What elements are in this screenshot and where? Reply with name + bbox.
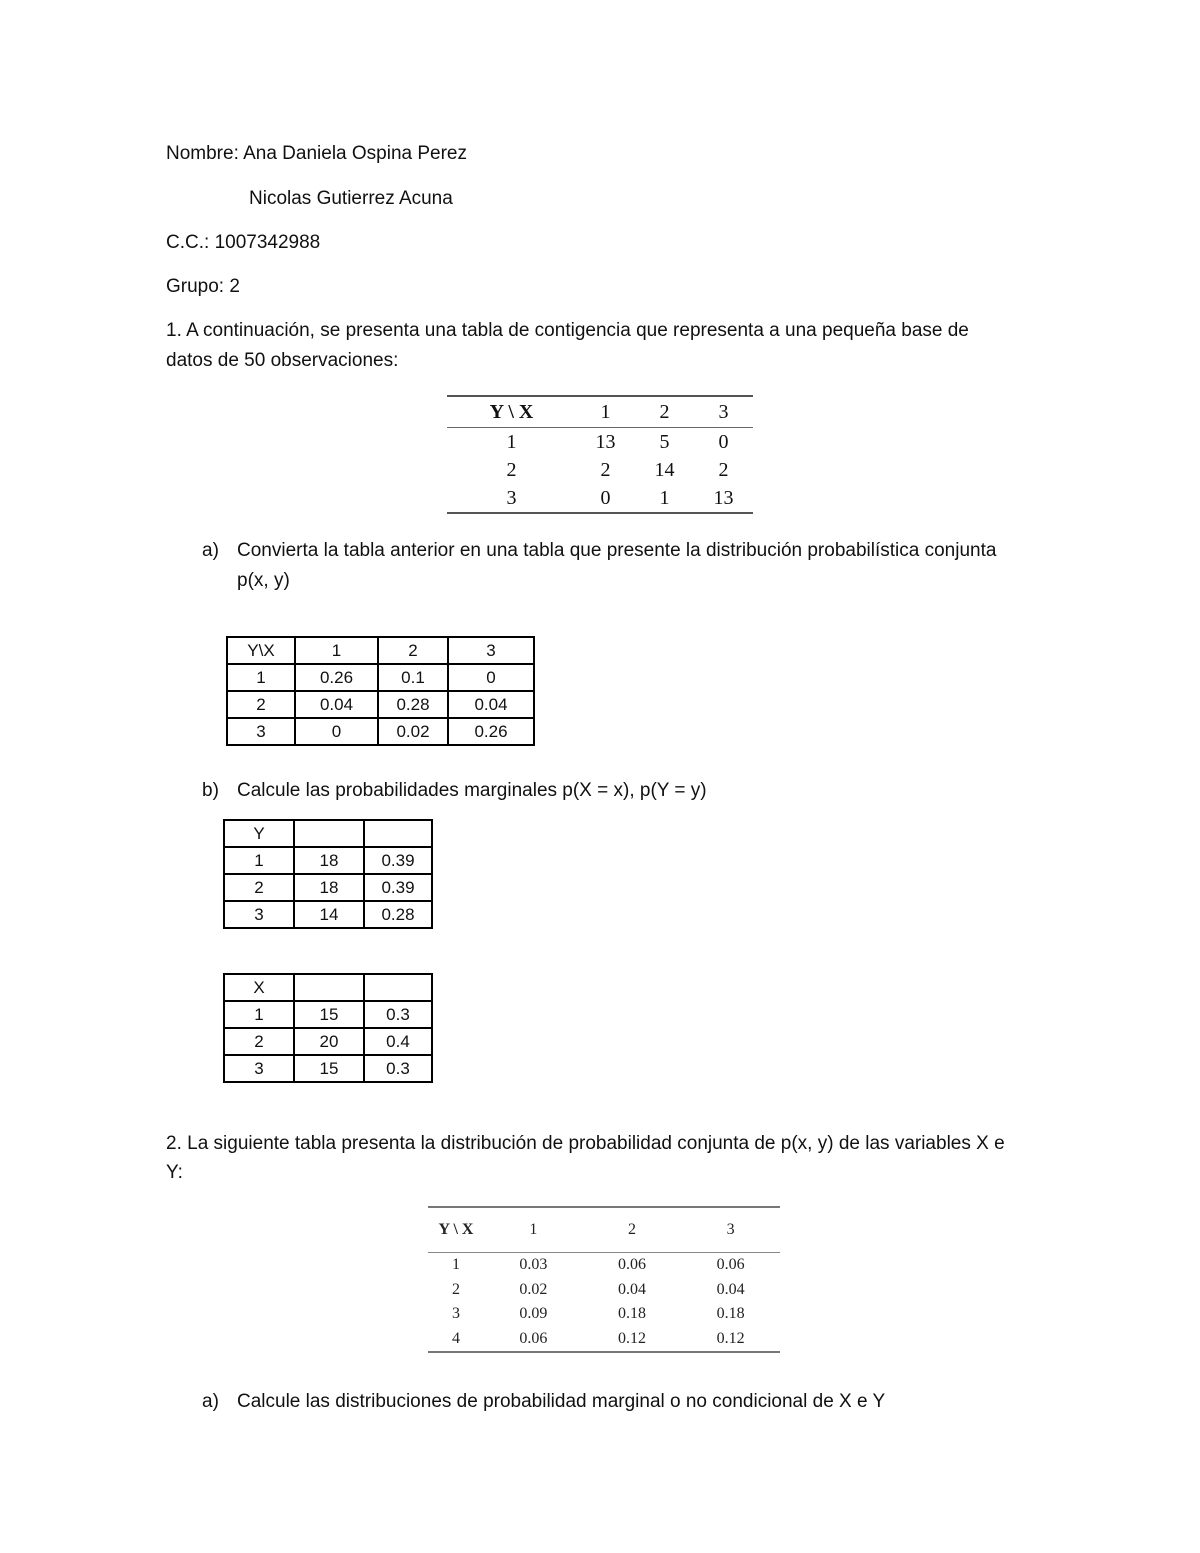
table-cell: 0.04: [448, 691, 534, 718]
q2a-label: a): [202, 1391, 219, 1412]
table-cell: 3: [224, 901, 294, 928]
table-cell: 15: [294, 1001, 364, 1028]
table-cell: 3: [224, 1055, 294, 1082]
nombre-value-2: Nicolas Gutierrez Acuna: [249, 188, 453, 209]
table-cell: 0.26: [295, 664, 378, 691]
table-row: [224, 847, 432, 874]
grupo-label: Grupo:: [166, 276, 225, 297]
table-cell: 14: [654, 458, 675, 481]
q1a-text-line1: Convierta la tabla anterior en una tabla que presente la distribución probabilística conjunta: [237, 540, 997, 561]
q1-text-line1: [166, 319, 969, 343]
table-cell: 14: [294, 901, 364, 928]
table-cell: 2: [227, 691, 295, 718]
table-header-cell: 3: [448, 637, 534, 664]
table-row: [447, 456, 753, 484]
table-cell: 0.1: [378, 664, 448, 691]
grupo-line: [166, 275, 240, 299]
table-cell: 0: [600, 486, 611, 509]
table-header-cell: 2: [378, 637, 448, 664]
table-cell: 18: [294, 874, 364, 901]
table-row: [428, 1302, 780, 1327]
table-cell: 0.06: [519, 1329, 548, 1347]
table-row: [224, 901, 432, 928]
table-cell: 13: [595, 430, 616, 453]
table-header-cell: 1: [576, 396, 635, 428]
table-row: [227, 718, 534, 745]
table-cell: 0.06: [716, 1256, 745, 1274]
cc-label: C.C.:: [166, 232, 210, 253]
marginal-x-table: [223, 973, 433, 1083]
table-header-cell: 3: [694, 396, 753, 428]
table-cell: 0.39: [364, 874, 432, 901]
q1a-label: a): [202, 540, 219, 561]
table-cell: 4: [452, 1329, 460, 1347]
table-header-row: [224, 974, 432, 1001]
table-cell: 0.06: [617, 1256, 646, 1274]
q2a-text: Calcule las distribuciones de probabilidad marginal o no condicional de X e Y: [237, 1391, 886, 1412]
table-cell: 0.02: [378, 718, 448, 745]
q1-text: A continuación, se presenta una tabla de contigencia que representa a una pequeña base de: [186, 320, 969, 341]
table-cell: 5: [659, 430, 670, 453]
table-cell: 0.02: [519, 1280, 548, 1298]
table-cell: 2: [452, 1280, 460, 1298]
table-row: [428, 1327, 780, 1353]
q2-number: 2.: [166, 1133, 182, 1154]
table-header-row: [227, 637, 534, 664]
nombre-value-1: Ana Daniela Ospina Perez: [243, 143, 468, 164]
table-cell: 0.3: [364, 1055, 432, 1082]
q1b-text: Calcule las probabilidades marginales p(X = x), p(Y = y): [237, 780, 707, 801]
table-header-row: [428, 1207, 780, 1253]
table-header-cell: [364, 820, 432, 847]
table-header-cell: 1: [295, 637, 378, 664]
table-cell: 0.12: [716, 1329, 745, 1347]
table-cell: 0.04: [617, 1280, 646, 1298]
table-cell: 18: [294, 847, 364, 874]
table-cell: 2: [506, 458, 517, 481]
table-cell: 0: [448, 664, 534, 691]
table-header-cell: Y \ X: [447, 396, 576, 428]
table-cell: 0.3: [364, 1001, 432, 1028]
table-row: [447, 428, 753, 457]
table-header-cell: Y\X: [227, 637, 295, 664]
contingency-table: [447, 395, 753, 514]
q1-number: 1.: [166, 320, 182, 341]
q2-text-line2: Y:: [166, 1162, 183, 1183]
table-cell: 0.28: [378, 691, 448, 718]
table-cell: 0.12: [617, 1329, 646, 1347]
table-cell: 2: [224, 1028, 294, 1055]
table-cell: 3: [227, 718, 295, 745]
table-cell: 2: [718, 458, 729, 481]
table-header-row: [224, 820, 432, 847]
table-header-cell: X: [224, 974, 294, 1001]
joint-distribution-table-q2: [428, 1206, 780, 1353]
table-cell: 0.28: [364, 901, 432, 928]
table-row: [447, 484, 753, 513]
table-row: [227, 691, 534, 718]
table-cell: 1: [659, 486, 670, 509]
table-cell: 0.18: [716, 1305, 745, 1323]
table-cell: 13: [713, 486, 734, 509]
table-row: [227, 664, 534, 691]
table-row: [224, 1055, 432, 1082]
table-cell: 20: [294, 1028, 364, 1055]
table-cell: 0: [718, 430, 729, 453]
joint-probability-table: [226, 636, 535, 746]
table-header-cell: Y: [224, 820, 294, 847]
table-header-cell: [294, 820, 364, 847]
cc-value: 1007342988: [214, 232, 321, 253]
table-cell: 1: [224, 1001, 294, 1028]
table-cell: 0: [295, 718, 378, 745]
table-row: [428, 1278, 780, 1303]
table-cell: 0.4: [364, 1028, 432, 1055]
table-cell: 0.04: [716, 1280, 745, 1298]
table-cell: 0.26: [448, 718, 534, 745]
table-cell: 1: [224, 847, 294, 874]
q1a-text-line2: p(x, y): [237, 570, 290, 591]
q1b-label: b): [202, 780, 219, 801]
table-header-cell: 1: [484, 1207, 583, 1253]
table-cell: 0.09: [519, 1305, 548, 1323]
table-cell: 0.18: [617, 1305, 646, 1323]
table-cell: 0.03: [519, 1256, 548, 1274]
nombre-line: [166, 142, 467, 166]
table-header-cell: [294, 974, 364, 1001]
table-header-cell: 2: [583, 1207, 682, 1253]
cc-line: [166, 231, 320, 255]
table-cell: 0.39: [364, 847, 432, 874]
table-cell: 2: [224, 874, 294, 901]
table-header-cell: 3: [681, 1207, 780, 1253]
nombre-label: Nombre:: [166, 143, 239, 164]
table-cell: 3: [452, 1305, 460, 1323]
table-header-row: [447, 396, 753, 428]
table-row: [428, 1253, 780, 1278]
q1-text-line2: datos de 50 observaciones:: [166, 350, 399, 371]
table-header-cell: Y \ X: [428, 1207, 484, 1253]
table-row: [224, 1028, 432, 1055]
marginal-y-table: [223, 819, 433, 929]
table-cell: 3: [506, 486, 517, 509]
q2-text: La siguiente tabla presenta la distribución de probabilidad conjunta de p(x, y) de las variables X e: [187, 1133, 1005, 1154]
table-cell: 1: [452, 1256, 460, 1274]
table-header-cell: 2: [635, 396, 694, 428]
table-cell: 0.04: [295, 691, 378, 718]
table-row: [224, 874, 432, 901]
table-header-cell: [364, 974, 432, 1001]
q2-text-line1: [166, 1132, 1005, 1156]
grupo-value: 2: [229, 276, 240, 297]
table-cell: 15: [294, 1055, 364, 1082]
table-cell: 1: [506, 430, 517, 453]
table-row: [224, 1001, 432, 1028]
table-cell: 1: [227, 664, 295, 691]
table-cell: 2: [600, 458, 611, 481]
